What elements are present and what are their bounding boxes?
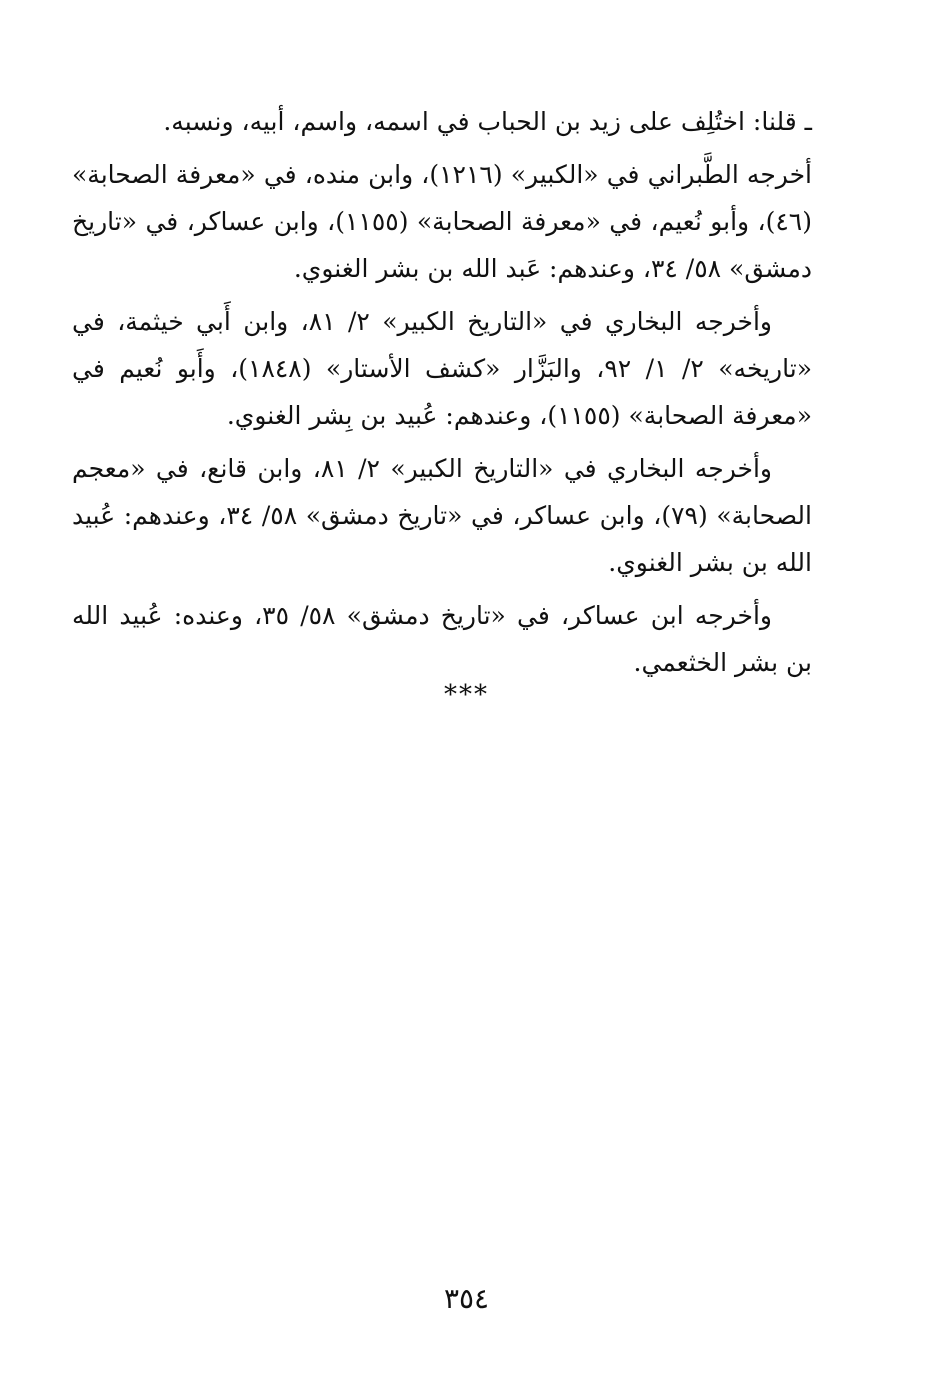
paragraph-bukhari-2: وأخرجه البخاري في «التاريخ الكبير» ٢/ ٨١، وابن قانع، في «معجم الصحابة» (٧٩)، وابن عساكر، في «تاريخ دمشق» ٥٨/ ٣٤، وعندهم: عُبيد الله بن بشر الغنوي. bbox=[72, 454, 812, 577]
body-text bbox=[72, 98, 812, 692]
section-separator: *** bbox=[444, 680, 489, 710]
paragraph-intro-note: ـ قلنا: اختُلِف على زيد بن الحباب في اسمه، واسم، أبيه، ونسبه. bbox=[163, 107, 812, 136]
page-number: ٣٥٤ bbox=[443, 1282, 490, 1315]
paragraph-bukhari-1: وأخرجه البخاري في «التاريخ الكبير» ٢/ ٨١، وابن أَبي خيثمة، في «تاريخه» ٢/ ١/ ٩٢، والبَزَّار «كشف الأستار» (١٨٤٨)، وأَبو نُعيم في «معرفة الصحابة» (١١٥٥)، وعندهم: عُبيد بن بِشر الغنوي. bbox=[72, 307, 812, 430]
paragraph-ibn-asakir: وأخرجه ابن عساكر، في «تاريخ دمشق» ٥٨/ ٣٥، وعنده: عُبيد الله بن بشر الخثعمي. bbox=[72, 601, 812, 677]
paragraph-tabarani: أخرجه الطَّبراني في «الكبير» (١٢١٦)، وابن منده، في «معرفة الصحابة» (٤٦)، وأبو نُعيم، في «معرفة الصحابة» (١١٥٥)، وابن عساكر، في «تاريخ دمشق» ٥٨/ ٣٤، وعندهم: عَبد الله بن بشر الغنوي. bbox=[72, 160, 812, 283]
